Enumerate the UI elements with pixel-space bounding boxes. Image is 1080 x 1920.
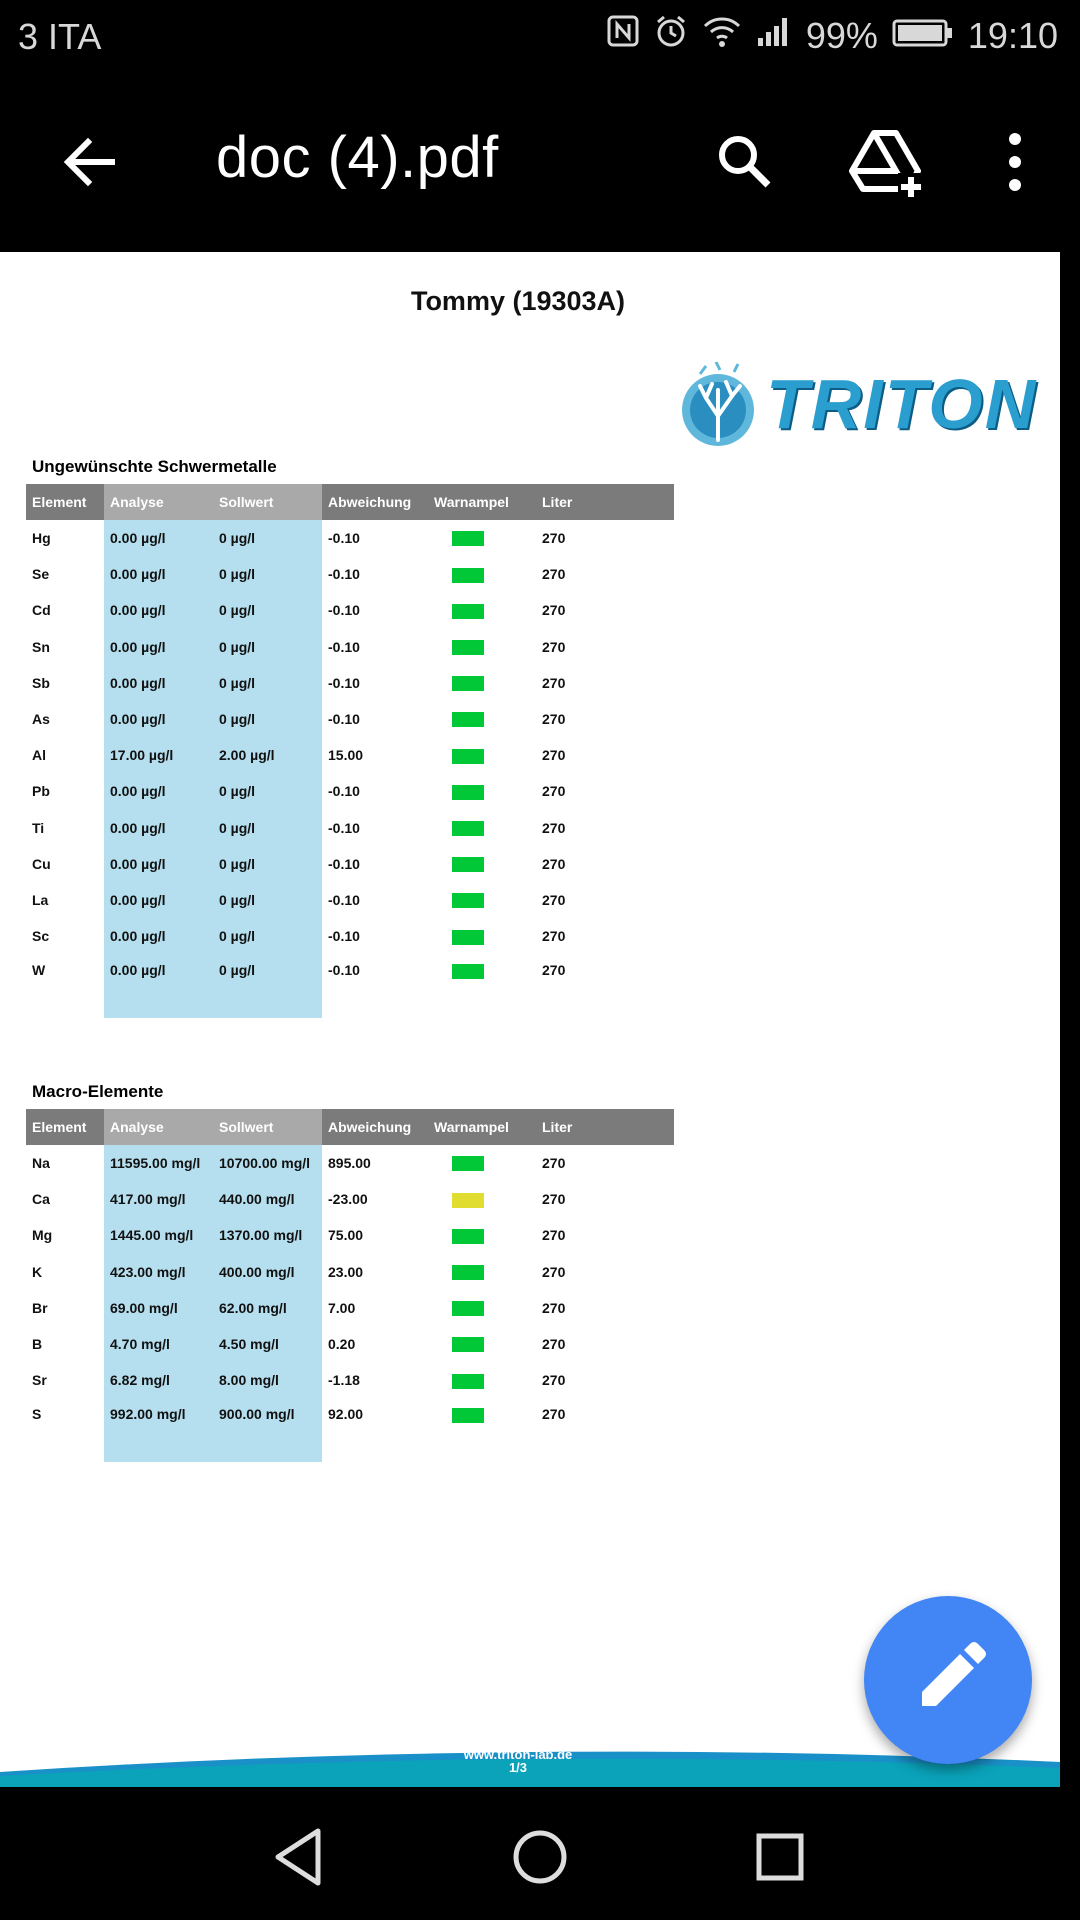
clock: 19:10 — [967, 14, 1058, 56]
edit-pencil-icon — [864, 1596, 1032, 1764]
analyse-cell: 423.00 mg/l — [104, 1254, 213, 1290]
table-row — [26, 556, 674, 592]
table-row — [26, 773, 674, 809]
table-row — [26, 1326, 674, 1362]
analyse-cell: 0.00 µg/l — [104, 701, 213, 737]
abweichung-cell: -0.10 — [328, 711, 360, 728]
table-row — [26, 918, 674, 954]
more-vert-icon — [970, 117, 1060, 207]
warning-light-green — [452, 1374, 484, 1389]
warning-light-green — [452, 857, 484, 872]
column-header: Element — [26, 1109, 104, 1145]
abweichung-cell: -0.10 — [328, 783, 360, 800]
analyse-cell: 0.00 µg/l — [104, 592, 213, 628]
abweichung-cell: 0.20 — [328, 1336, 356, 1353]
liter-cell: 270 — [542, 711, 566, 728]
element-cell: Br — [32, 1299, 48, 1316]
warnampel-cell — [428, 1398, 536, 1462]
sollwert-cell: 440.00 mg/l — [213, 1181, 322, 1217]
liter-cell: 270 — [542, 1406, 566, 1423]
warning-light-green — [452, 1301, 484, 1316]
warnampel-cell — [428, 1326, 536, 1362]
table-row — [26, 954, 674, 1018]
warning-light-green — [452, 640, 484, 655]
analyse-cell: 0.00 µg/l — [104, 773, 213, 809]
sollwert-cell: 0 µg/l — [213, 701, 322, 737]
analyse-cell: 11595.00 mg/l — [104, 1145, 213, 1181]
element-cell: B — [32, 1336, 43, 1353]
warnampel-cell — [428, 1254, 536, 1290]
warning-light-green — [452, 1265, 484, 1280]
warnampel-cell — [428, 954, 536, 1018]
element-cell: Pb — [32, 783, 50, 800]
warning-light-green — [452, 749, 484, 764]
liter-cell: 270 — [542, 674, 566, 691]
abweichung-cell: 15.00 — [328, 747, 364, 764]
abweichung-cell: -0.10 — [328, 855, 360, 872]
warnampel-cell — [428, 810, 536, 846]
element-cell: Sn — [32, 638, 50, 655]
warnampel-cell — [428, 773, 536, 809]
liter-cell: 270 — [542, 783, 566, 800]
liter-cell: 270 — [542, 1227, 566, 1244]
abweichung-cell: -1.18 — [328, 1372, 360, 1389]
nav-recents-button[interactable] — [740, 1817, 820, 1897]
column-header: Liter — [536, 1109, 674, 1145]
pdf-viewer[interactable] — [0, 252, 1080, 1787]
abweichung-cell: -0.10 — [328, 566, 360, 583]
status-icons — [606, 14, 1058, 57]
column-header: Element — [26, 484, 104, 520]
table-row — [26, 665, 674, 701]
warnampel-cell — [428, 846, 536, 882]
sollwert-cell: 62.00 mg/l — [213, 1290, 322, 1326]
abweichung-cell: -0.10 — [328, 891, 360, 908]
analyse-cell: 0.00 µg/l — [104, 810, 213, 846]
analyse-cell: 69.00 mg/l — [104, 1290, 213, 1326]
liter-cell: 270 — [542, 928, 566, 945]
liter-cell: 270 — [542, 855, 566, 872]
column-header: Analyse — [104, 484, 213, 520]
macro-elements-title: Macro-Elemente — [32, 1082, 164, 1101]
liter-cell: 270 — [542, 602, 566, 619]
column-header: Warnampel — [428, 1109, 536, 1145]
heavy-metals-table — [26, 484, 674, 1018]
pdf-page — [0, 252, 1060, 1787]
element-cell: Ca — [32, 1191, 50, 1208]
abweichung-cell: -23.00 — [328, 1191, 368, 1208]
battery-icon — [892, 15, 954, 57]
sollwert-cell: 0 µg/l — [213, 954, 322, 1018]
table-header-row — [26, 1109, 674, 1145]
abweichung-cell: -0.10 — [328, 819, 360, 836]
analyse-cell: 1445.00 mg/l — [104, 1217, 213, 1253]
nav-recents-icon — [740, 1817, 820, 1897]
element-cell: Cd — [32, 602, 51, 619]
warnampel-cell — [428, 1181, 536, 1217]
warnampel-cell — [428, 918, 536, 954]
search-icon — [700, 117, 790, 207]
element-cell: Na — [32, 1155, 50, 1172]
column-header: Abweichung — [322, 1109, 428, 1145]
sollwert-cell: 0 µg/l — [213, 520, 322, 556]
more-options-button[interactable] — [970, 117, 1060, 207]
report-title: Tommy (19303A) — [410, 286, 626, 316]
liter-cell: 270 — [542, 747, 566, 764]
table-row — [26, 882, 674, 918]
column-header: Warnampel — [428, 484, 536, 520]
nav-back-button[interactable] — [260, 1817, 340, 1897]
column-header: Sollwert — [213, 484, 322, 520]
table-header-row — [26, 484, 674, 520]
table-row — [26, 846, 674, 882]
element-cell: Ti — [32, 819, 45, 836]
liter-cell: 270 — [542, 819, 566, 836]
warning-light-green — [452, 676, 484, 691]
liter-cell: 270 — [542, 891, 566, 908]
liter-cell: 270 — [542, 1299, 566, 1316]
triton-logo — [676, 356, 1038, 452]
analyse-cell: 0.00 µg/l — [104, 665, 213, 701]
warning-light-green — [452, 1156, 484, 1171]
analyse-cell: 0.00 µg/l — [104, 882, 213, 918]
warnampel-cell — [428, 701, 536, 737]
liter-cell: 270 — [542, 1263, 566, 1280]
warnampel-cell — [428, 1362, 536, 1398]
liter-cell: 270 — [542, 1155, 566, 1172]
element-cell: S — [32, 1406, 42, 1423]
abweichung-cell: -0.10 — [328, 602, 360, 619]
logo-text: TRITON — [766, 365, 1038, 443]
warning-light-green — [452, 821, 484, 836]
table-row — [26, 1145, 674, 1181]
nav-back-icon — [260, 1817, 340, 1897]
table-row — [26, 810, 674, 846]
sollwert-cell: 8.00 mg/l — [213, 1362, 322, 1398]
sollwert-cell: 400.00 mg/l — [213, 1254, 322, 1290]
coral-logo-icon — [676, 360, 760, 450]
warnampel-cell — [428, 665, 536, 701]
warnampel-cell — [428, 592, 536, 628]
sollwert-cell: 0 µg/l — [213, 592, 322, 628]
element-cell: Sb — [32, 674, 50, 691]
table-row — [26, 629, 674, 665]
battery-percent: 99% — [805, 14, 878, 56]
drive-add-icon — [840, 117, 930, 207]
sollwert-cell: 0 µg/l — [213, 846, 322, 882]
element-cell: Cu — [32, 855, 51, 872]
abweichung-cell: 92.00 — [328, 1406, 364, 1423]
warning-light-green — [452, 604, 484, 619]
warning-light-green — [452, 964, 484, 979]
macro-elements-table — [26, 1109, 674, 1462]
wifi-icon — [702, 14, 742, 57]
liter-cell: 270 — [542, 962, 566, 979]
warning-light-green — [452, 1229, 484, 1244]
table-row — [26, 520, 674, 556]
warning-light-yellow — [452, 1193, 484, 1208]
analyse-cell: 992.00 mg/l — [104, 1398, 213, 1462]
search-button[interactable] — [700, 117, 790, 207]
element-cell: Sc — [32, 928, 50, 945]
warnampel-cell — [428, 556, 536, 592]
sollwert-cell: 0 µg/l — [213, 629, 322, 665]
sollwert-cell: 900.00 mg/l — [213, 1398, 322, 1462]
sollwert-cell: 0 µg/l — [213, 918, 322, 954]
liter-cell: 270 — [542, 1191, 566, 1208]
nfc-icon — [606, 14, 640, 57]
back-arrow-icon — [50, 122, 130, 202]
table-row — [26, 1217, 674, 1253]
sollwert-cell: 0 µg/l — [213, 810, 322, 846]
analyse-cell: 0.00 µg/l — [104, 629, 213, 665]
nav-home-icon — [500, 1817, 580, 1897]
warnampel-cell — [428, 629, 536, 665]
signal-icon — [756, 14, 792, 57]
table-row — [26, 1362, 674, 1398]
column-header: Liter — [536, 484, 674, 520]
sollwert-cell: 0 µg/l — [213, 665, 322, 701]
element-cell: W — [32, 962, 46, 979]
sollwert-cell: 4.50 mg/l — [213, 1326, 322, 1362]
nav-home-button[interactable] — [500, 1817, 580, 1897]
abweichung-cell: -0.10 — [328, 638, 360, 655]
warning-light-green — [452, 893, 484, 908]
warnampel-cell — [428, 882, 536, 918]
warning-light-green — [452, 712, 484, 727]
table-row — [26, 592, 674, 628]
sollwert-cell: 0 µg/l — [213, 773, 322, 809]
abweichung-cell: -0.10 — [328, 928, 360, 945]
abweichung-cell: 23.00 — [328, 1263, 364, 1280]
table-row — [26, 1254, 674, 1290]
analyse-cell: 417.00 mg/l — [104, 1181, 213, 1217]
warning-light-green — [452, 568, 484, 583]
analyse-cell: 0.00 µg/l — [104, 846, 213, 882]
alarm-icon — [654, 14, 688, 57]
table-row — [26, 737, 674, 773]
abweichung-cell: -0.10 — [328, 962, 360, 979]
column-header: Abweichung — [322, 484, 428, 520]
add-to-drive-button[interactable] — [840, 117, 930, 207]
page-number: 1/3 — [508, 1760, 528, 1775]
app-toolbar — [0, 72, 1080, 252]
liter-cell: 270 — [542, 530, 566, 547]
table-row — [26, 701, 674, 737]
element-cell: Al — [32, 747, 46, 764]
element-cell: La — [32, 891, 49, 908]
warnampel-cell — [428, 1217, 536, 1253]
sollwert-cell: 2.00 µg/l — [213, 737, 322, 773]
abweichung-cell: 7.00 — [328, 1299, 356, 1316]
warnampel-cell — [428, 737, 536, 773]
analyse-cell: 0.00 µg/l — [104, 918, 213, 954]
table-row — [26, 1290, 674, 1326]
element-cell: Sr — [32, 1372, 47, 1389]
abweichung-cell: 75.00 — [328, 1227, 364, 1244]
warnampel-cell — [428, 1290, 536, 1326]
column-header: Sollwert — [213, 1109, 322, 1145]
table-row — [26, 1398, 674, 1462]
element-cell: As — [32, 711, 50, 728]
footer-url-text[interactable]: www.triton-lab.de — [463, 1747, 573, 1762]
table-row — [26, 1181, 674, 1217]
liter-cell: 270 — [542, 566, 566, 583]
analyse-cell: 0.00 µg/l — [104, 556, 213, 592]
warning-light-green — [452, 785, 484, 800]
edit-fab-button[interactable] — [864, 1596, 1032, 1764]
analyse-cell: 4.70 mg/l — [104, 1326, 213, 1362]
status-bar — [0, 0, 1080, 72]
liter-cell: 270 — [542, 638, 566, 655]
column-header: Analyse — [104, 1109, 213, 1145]
sollwert-cell: 0 µg/l — [213, 882, 322, 918]
analyse-cell: 0.00 µg/l — [104, 520, 213, 556]
system-nav-bar — [0, 1787, 1080, 1920]
element-cell: Hg — [32, 530, 51, 547]
abweichung-cell: -0.10 — [328, 674, 360, 691]
back-button[interactable] — [50, 122, 130, 202]
analyse-cell: 6.82 mg/l — [104, 1362, 213, 1398]
warning-light-green — [452, 531, 484, 546]
sollwert-cell: 1370.00 mg/l — [213, 1217, 322, 1253]
analyse-cell: 0.00 µg/l — [104, 954, 213, 1018]
element-cell: Mg — [32, 1227, 53, 1244]
abweichung-cell: 895.00 — [328, 1155, 371, 1172]
sollwert-cell: 10700.00 mg/l — [213, 1145, 322, 1181]
warning-light-green — [452, 930, 484, 945]
carrier-name: 3 ITA — [18, 16, 102, 57]
heavy-metals-title: Ungewünschte Schwermetalle — [32, 457, 277, 476]
liter-cell: 270 — [542, 1336, 566, 1353]
sollwert-cell: 0 µg/l — [213, 556, 322, 592]
document-title: doc (4).pdf — [216, 125, 499, 190]
liter-cell: 270 — [542, 1372, 566, 1389]
element-cell: Se — [32, 566, 50, 583]
warning-light-green — [452, 1337, 484, 1352]
analyse-cell: 17.00 µg/l — [104, 737, 213, 773]
element-cell: K — [32, 1263, 43, 1280]
warnampel-cell — [428, 1145, 536, 1181]
warnampel-cell — [428, 520, 536, 556]
warning-light-green — [452, 1408, 484, 1423]
abweichung-cell: -0.10 — [328, 530, 360, 547]
